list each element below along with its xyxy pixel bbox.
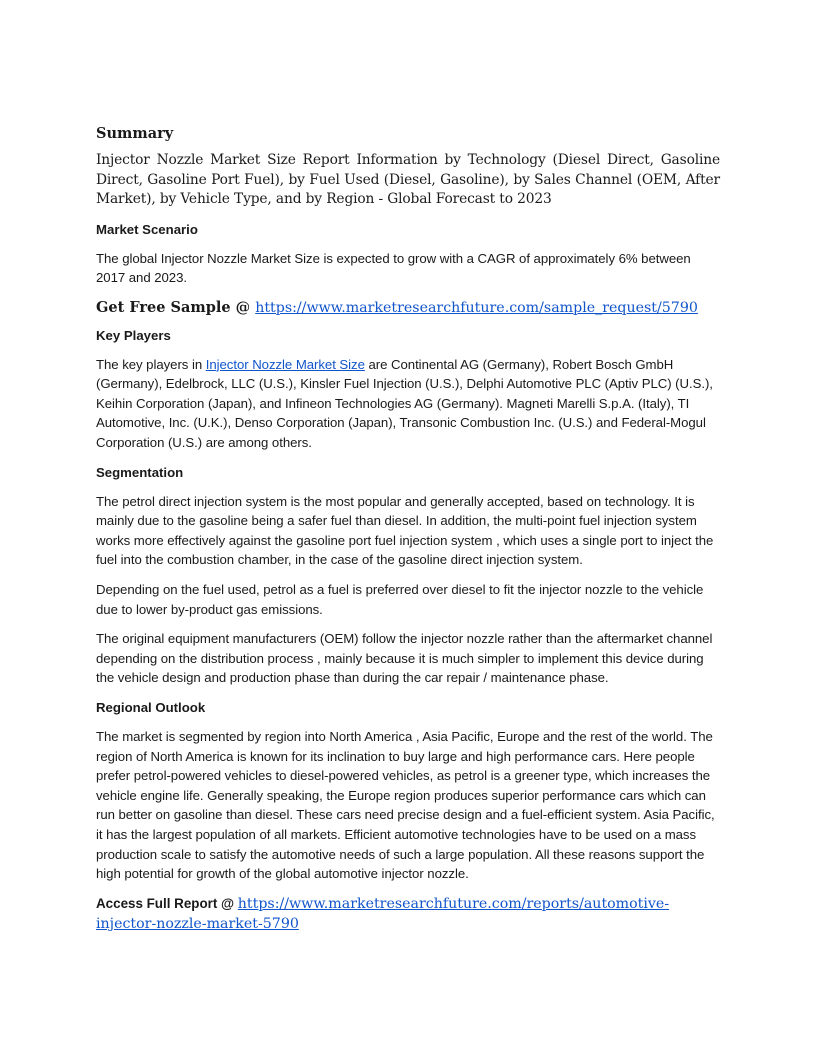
key-players-text [96, 355, 720, 453]
access-report-line [96, 894, 720, 934]
free-sample-link[interactable]: https://www.marketresearchfuture.com/sample_request/5790 [255, 299, 698, 316]
summary-text: Injector Nozzle Market Size Report Information by Technology (Diesel Direct, Gasoline Direct, Gasoline Port Fuel), by Fuel Used (Diesel, Gasoline), by Sales Channel (OEM, After Market), by Vehicle Type, and by Region - Global Forecast to 2023 [96, 152, 720, 207]
free-sample-line [96, 298, 720, 318]
segmentation-paragraph: The petrol direct injection system is the most popular and generally accepted, based on technology. It is mainly due to the gasoline being a safer fuel than diesel. In addition, the multi-point fuel injection system works more effectively against the gasoline port fuel injection system , which uses a single port to inject the fuel into the combustion chamber, in the case of the gasoline direct injection system. [96, 493, 714, 568]
market-scenario-heading: Market Scenario [96, 221, 198, 237]
key-players-heading: Key Players [96, 327, 171, 343]
document-page [96, 124, 720, 942]
key-players-intro: The key players in [96, 356, 206, 372]
access-report-label: Access Full Report @ [96, 895, 238, 911]
market-scenario-text: The global Injector Nozzle Market Size is expected to grow with a CAGR of approximately 6% between 2017 and 2023. [96, 250, 691, 286]
segmentation-heading: Segmentation [96, 464, 184, 480]
injector-nozzle-market-size-link[interactable]: Injector Nozzle Market Size [205, 356, 365, 372]
segmentation-paragraph: The original equipment manufacturers (OEM) follow the injector nozzle rather than the aftermarket channel depending on the distribution process , mainly because it is much simpler to implement this device during the vehicle design and production phase than during the car repair / maintenance phase. [96, 631, 713, 686]
segmentation-paragraph: Depending on the fuel used, petrol as a fuel is preferred over diesel to fit the injector nozzle to the vehicle due to lower by-product gas emissions. [96, 582, 704, 617]
free-sample-label: Get Free Sample @ [96, 298, 256, 316]
regional-outlook-heading: Regional Outlook [96, 700, 206, 715]
regional-outlook-text: The market is segmented by region into North America , Asia Pacific, Europe and the rest of the world. The region of North America is known for its inclination to buy large and high performance cars. Here people prefer petrol-powered vehicles to diesel-powered vehicles, as petrol is a greener type, which increases the vehicle engine life. Generally speaking, the Europe region produces superior performance cars which can run better on gasoline than diesel. These cars need precise design and a fuel-efficient system. Asia Pacific, it has the largest population of all markets. Efficient automotive technologies have to be used on a mass production scale to satisfy the automotive needs of such a large population. All these reasons support the high potential for growth of the global automotive injector nozzle. [96, 729, 715, 882]
access-report-link[interactable]: https://www.marketresearchfuture.com/reports/automotive-injector-nozzle-market-5790 [96, 895, 670, 932]
summary-heading: Summary [96, 125, 174, 142]
key-players-rest: are Continental AG (Germany), Robert Bosch GmbH (Germany), Edelbrock, LLC (U.S.), Kinsler Fuel Injection (U.S.), Delphi Automotive PLC (Aptiv PLC) (U.S.), Keihin Corporation (Japan), and Infineon Technologies AG (Germany). Magneti Marelli S.p.A. (Italy), TI Automotive, Inc. (U.K.), Denso Corporation (Japan), Transonic Combustion Inc. (U.S.) and Federal-Mogul Corporation (U.S.) are among others. [96, 356, 713, 451]
